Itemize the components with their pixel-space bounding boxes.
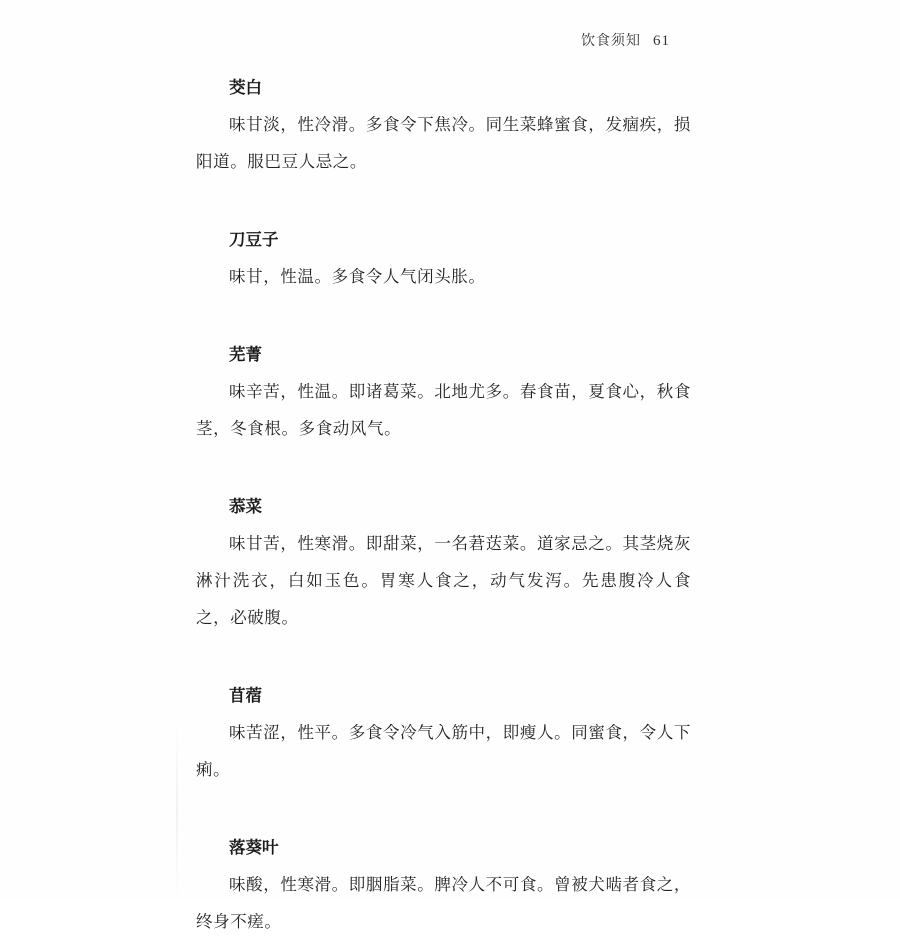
entry-luokuiye	[196, 834, 691, 940]
entry-body: 味甘，性温。多食令人气闭头胀。	[229, 267, 486, 286]
running-header	[581, 30, 670, 50]
page-number: 61	[653, 33, 670, 49]
entry-daodouzi	[196, 226, 691, 295]
entry-body: 味苦涩，性平。多食令冷气入筋中，即瘦人。同蜜食，令人下痢。	[196, 723, 691, 779]
section-title: 饮食须知	[581, 33, 641, 49]
entry-body: 味甘淡，性冷滑。多食令下焦冷。同生菜蜂蜜食，发痼疾，损阳道。服巴豆人忌之。	[196, 115, 691, 171]
entry-body: 味甘苦，性寒滑。即甜菜，一名莙荙菜。道家忌之。其茎烧灰淋汁洗衣，白如玉色。胃寒人食之，动气发泻。先患腹冷人食之，必破腹。	[196, 534, 691, 627]
entry-title: 苜蓿	[229, 686, 262, 705]
entry-body: 味酸，性寒滑。即胭脂菜。脾冷人不可食。曾被犬啮者食之，终身不瘥。	[196, 875, 691, 931]
entry-title: 茭白	[229, 78, 262, 97]
entry-title: 菾菜	[229, 497, 262, 516]
page-gutter-shadow	[176, 720, 178, 900]
entry-jiaobai	[196, 74, 691, 180]
entry-body: 味辛苦，性温。即诸葛菜。北地尤多。春食苗，夏食心，秋食茎，冬食根。多食动风气。	[196, 382, 691, 438]
entry-title: 刀豆子	[229, 230, 279, 249]
entry-tiancai	[196, 493, 691, 636]
entry-muxu	[196, 682, 691, 788]
entry-title: 芜菁	[229, 345, 262, 364]
entry-wujing	[196, 341, 691, 447]
entry-title: 落葵叶	[229, 838, 279, 857]
page-content	[196, 74, 691, 940]
